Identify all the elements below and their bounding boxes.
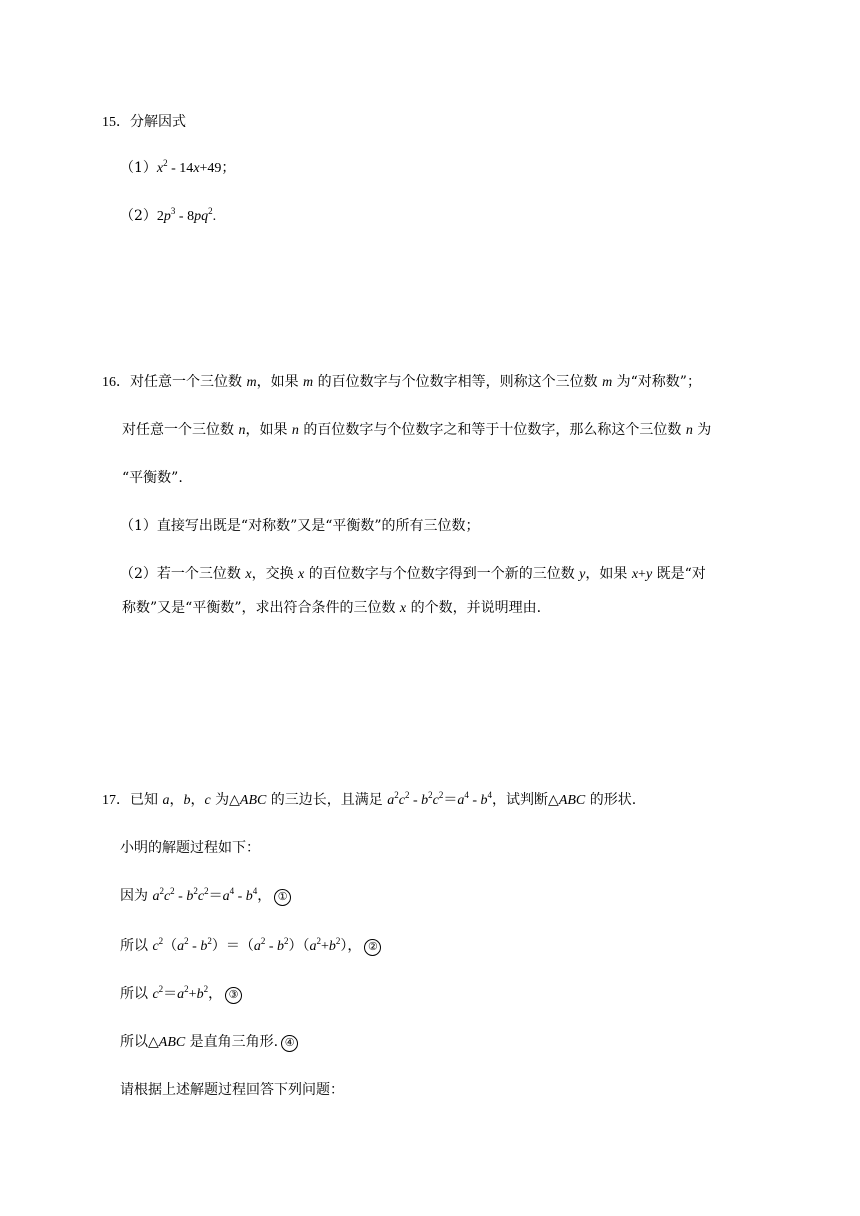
q16-line1: 16．对任意一个三位数 m，如果 m 的百位数字与个位数字相等，则称这个三位数 m 为“对称数”； bbox=[102, 374, 701, 390]
q16-number: 16． bbox=[102, 375, 130, 390]
q16-line2: 对任意一个三位数 n，如果 n 的百位数字与个位数字之和等于十位数字，那么称这个三位数 n 为 bbox=[122, 422, 712, 438]
q16-line3: “平衡数”. bbox=[122, 470, 183, 486]
q15-heading bbox=[102, 112, 186, 133]
q16-part2-line2: 称数”又是“平衡数”，求出符合条件的三位数 x 的个数，并说明理由. bbox=[122, 600, 542, 616]
step-marker-3: ③ bbox=[225, 987, 242, 1004]
q17-line1: 17．已知 a，b，c 为△ABC 的三边长，且满足 $a^2c^2 - b^2c^2=a^4 - b^4$，试判断△ABC 的形状. bbox=[102, 790, 637, 808]
q17-step3: 所以 $c^2=a^2+b^2$， ③ bbox=[120, 984, 242, 1005]
q15-part1: $(1)x^2 - 14x+49$； bbox=[120, 158, 236, 176]
q16-part2-line1: （2）若一个三位数 x，交换 x 的百位数字与个位数字得到一个新的三位数 y，如果 x+y 既是“对 bbox=[120, 566, 706, 582]
q16-part1: （1）直接写出既是“对称数”又是“平衡数”的所有三位数； bbox=[120, 518, 480, 534]
q15-number: 15． bbox=[102, 115, 130, 130]
q17-tail: 请根据上述解题过程回答下列问题： bbox=[120, 1082, 344, 1098]
step-marker-2: ② bbox=[364, 939, 381, 956]
q15-part2: $(2)2p^3 - 8pq^2$. bbox=[120, 206, 217, 224]
q17-step2: 所以 $c^2(a^2 - b^2)=(a^2 - b^2)(a^2+b^2)$， ② bbox=[120, 936, 381, 957]
q17-step4: 所以△ABC 是直角三角形. ④ bbox=[120, 1032, 298, 1053]
step-marker-4: ④ bbox=[281, 1035, 298, 1052]
q15-title: 分解因式 bbox=[130, 114, 186, 130]
step-marker-1: ① bbox=[274, 889, 291, 906]
q17-intro: 小明的解题过程如下： bbox=[120, 840, 260, 856]
q17-step1: 因为 $a^2c^2 - b^2c^2=a^4 - b^4$， ① bbox=[120, 886, 291, 907]
q17-number: 17． bbox=[102, 793, 130, 808]
